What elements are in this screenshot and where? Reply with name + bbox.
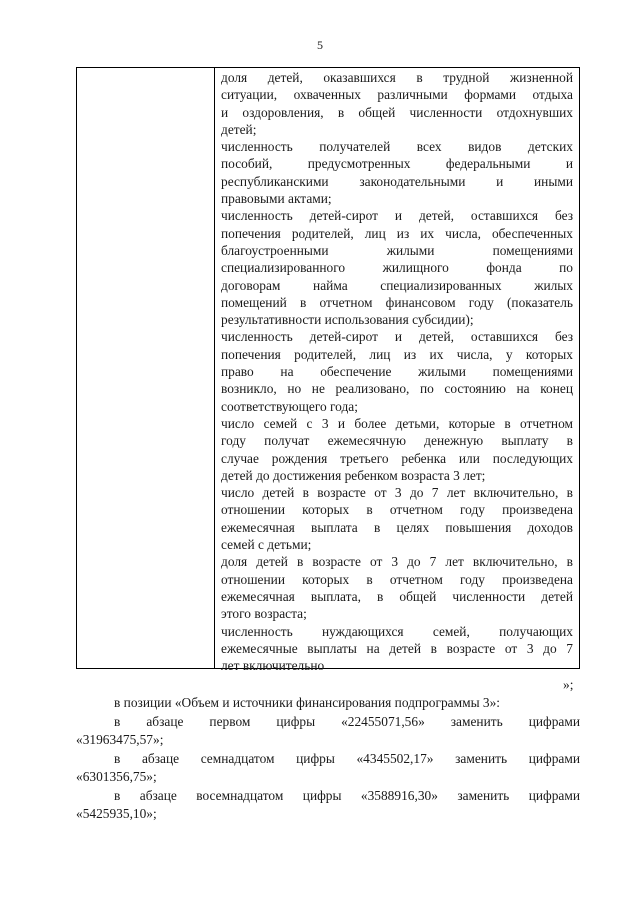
paragraph-2-line-1: в абзаце семнадцатом цифры «4345502,17» заменить цифрами bbox=[114, 751, 580, 766]
table-text-line: лет включительно bbox=[221, 658, 325, 674]
table-text-line: соответствующего года; bbox=[221, 398, 358, 414]
table-text-line: и оздоровления, в общей численности отдохнувших bbox=[221, 104, 573, 120]
table-text-line: численность детей-сирот и детей, оставшихся без bbox=[221, 329, 573, 345]
table-text-line: ежемесячная выплата, в общей численности детей bbox=[221, 588, 573, 604]
table-text-line: доля детей в возрасте от 3 до 7 лет включительно, в bbox=[221, 554, 573, 570]
table-text-line: республиканскими законодательными и иными bbox=[221, 173, 573, 189]
table-text-line: случае рождения третьего ребенка или последующих bbox=[221, 450, 573, 466]
page-number: 5 bbox=[317, 38, 323, 52]
table-text-line: благоустроенными жилыми помещениями bbox=[221, 242, 573, 258]
closing-quote: »; bbox=[563, 677, 574, 692]
table-text-line: попечения родителей, лиц из их числа, обеспеченных bbox=[221, 225, 573, 241]
table-right-cell bbox=[221, 69, 573, 674]
table-text-line: число детей в возрасте от 3 до 7 лет включительно, в bbox=[221, 485, 573, 501]
table-text-line: число семей с 3 и более детьми, которые в отчетном bbox=[221, 415, 573, 431]
table-left-cell bbox=[77, 68, 214, 668]
paragraph-3-line-2: «5425935,10»; bbox=[76, 806, 157, 821]
table-text-line: результативности использования субсидии); bbox=[221, 312, 474, 328]
paragraph-3-line-1: в абзаце восемнадцатом цифры «3588916,30» заменить цифрами bbox=[114, 788, 580, 803]
table-text-line: году получат ежемесячную денежную выплату в bbox=[221, 433, 573, 449]
position-text: в позиции «Объем и источники финансирования подпрограммы 3»: bbox=[114, 695, 501, 710]
paragraph-1-line-2: «31963475,57»; bbox=[76, 732, 164, 747]
table-text-line: правовыми актами; bbox=[221, 191, 332, 207]
table-text-line: отношении которых в отчетном году произведена bbox=[221, 571, 573, 587]
table-text-line: численность нуждающихся семей, получающих bbox=[221, 623, 573, 639]
table-text-line: численность детей-сирот и детей, оставшихся без bbox=[221, 208, 573, 224]
table-text-line: численность получателей всех видов детских bbox=[221, 139, 573, 155]
table-text-line: отношении которых в отчетном году произведена bbox=[221, 502, 573, 518]
table-text-line: ежемесячная выплата в целях повышения доходов bbox=[221, 519, 573, 535]
table-text-line: этого возраста; bbox=[221, 606, 307, 622]
table-text-line: доля детей, оказавшихся в трудной жизненной bbox=[221, 70, 573, 85]
table-text-line: семей с детьми; bbox=[221, 537, 312, 553]
table-text-line: договорам найма специализированных жилых bbox=[221, 277, 573, 293]
table-text-line: специализированного жилищного фонда по bbox=[221, 260, 573, 276]
table-text-line: ежемесячные выплаты на детей в возрасте от 3 до 7 bbox=[221, 640, 573, 656]
table-text-line: детей до достижения ребенком возраста 3 лет; bbox=[221, 467, 486, 483]
table-column-divider bbox=[214, 68, 215, 668]
table-text-line: попечения родителей, лиц из их числа, у которых bbox=[221, 346, 573, 362]
table-text-line: возникло, но не реализовано, по состоянию на конец bbox=[221, 381, 573, 397]
table-text-line: право на обеспечение жилыми помещениями bbox=[221, 364, 573, 380]
program-table bbox=[76, 67, 580, 674]
table-text-line: детей; bbox=[221, 121, 257, 137]
table-text-line: ситуации, охваченных различными формами отдыха bbox=[221, 87, 573, 103]
table-text-line: помещений в отчетном финансовом году (показатель bbox=[221, 294, 573, 310]
paragraph-1-line-1: в абзаце первом цифры «22455071,56» заменить цифрами bbox=[114, 714, 580, 729]
table-text-line: пособий, предусмотренных федеральными и bbox=[221, 156, 573, 172]
paragraph-2-line-2: «6301356,75»; bbox=[76, 769, 157, 784]
